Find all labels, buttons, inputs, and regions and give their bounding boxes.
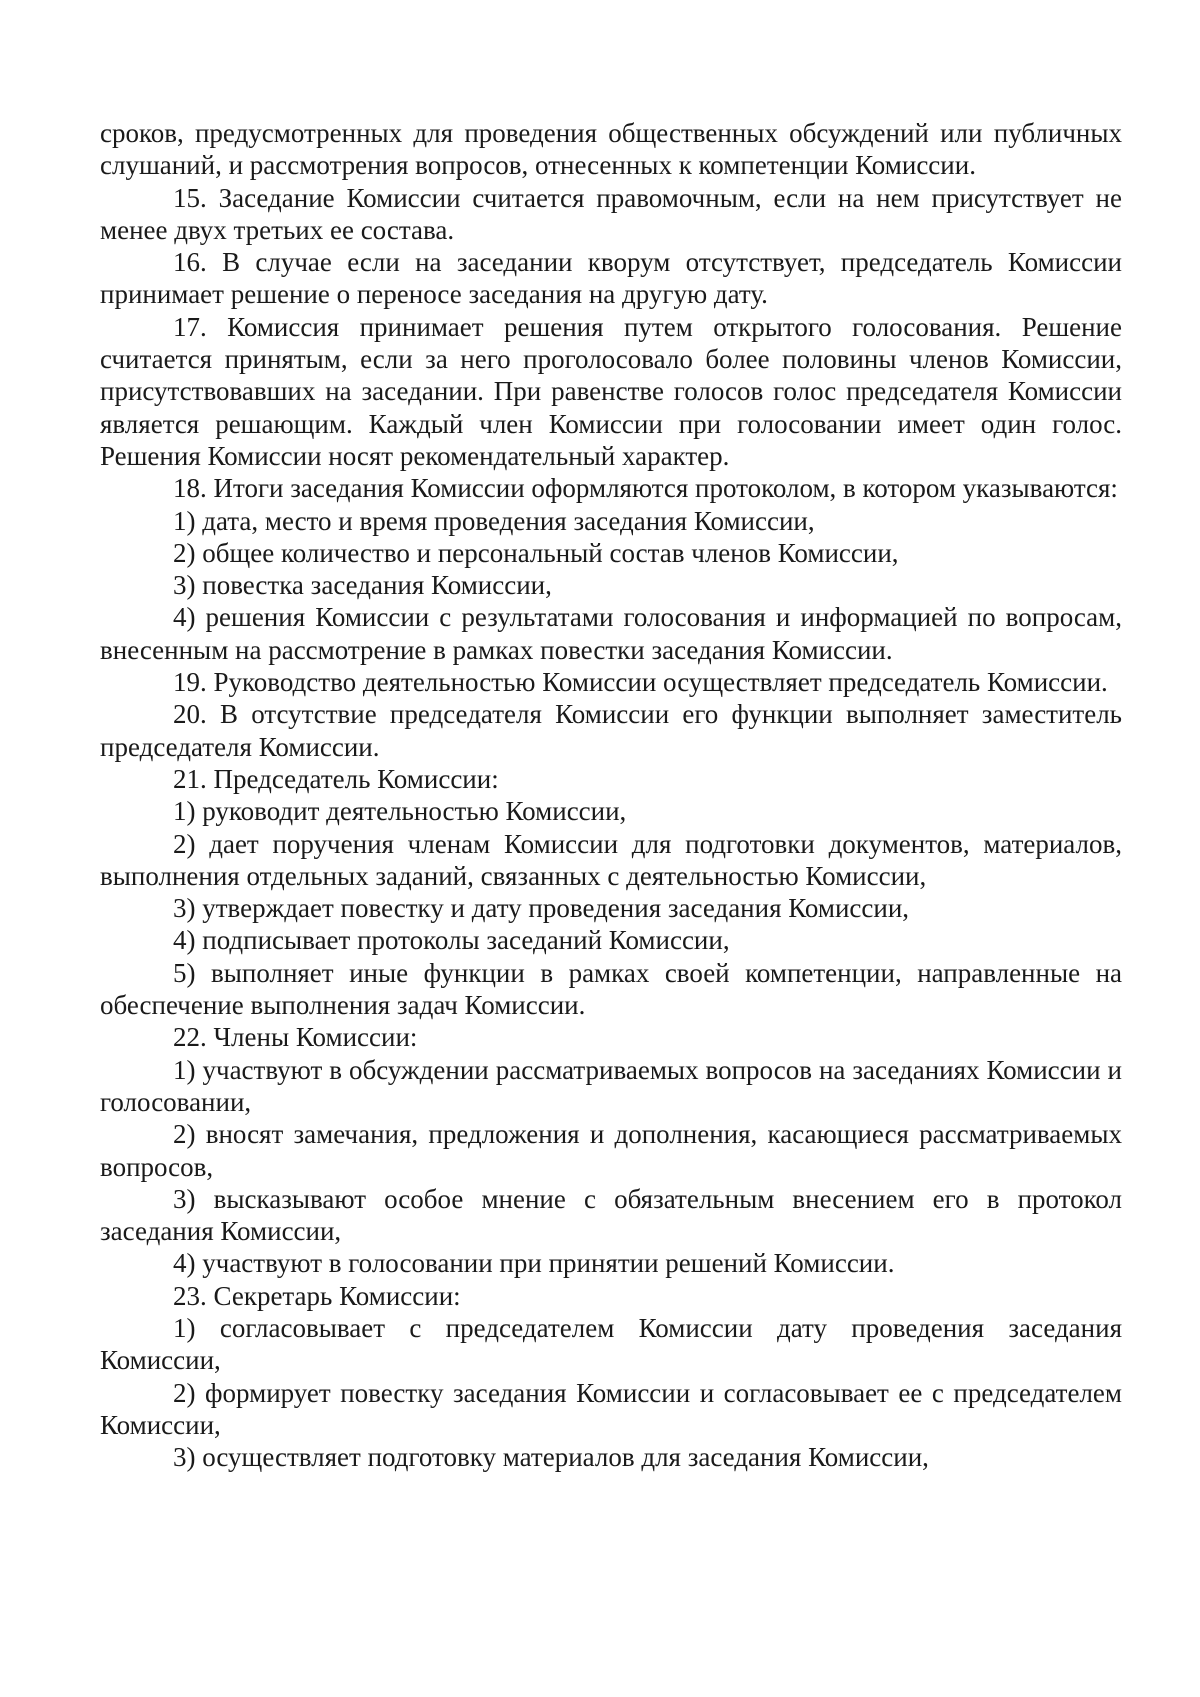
paragraph: 2) вносят замечания, предложения и дополнения, касающиеся рассматриваемых вопросов, xyxy=(100,1119,1122,1182)
paragraph: 17. Комиссия принимает решения путем открытого голосования. Решение считается принятым, если за него проголосовало более половины членов Комиссии, присутствовавших на заседании. При равенстве голосов голос председателя Комиссии является решающим. Каждый член Комиссии при голосовании имеет один голос. Решения Комиссии носят рекомендательный характер. xyxy=(100,311,1122,471)
paragraph: 19. Руководство деятельностью Комиссии осуществляет председатель Комиссии. xyxy=(173,667,1108,698)
continued-paragraph: сроков, предусмотренных для проведения общественных обсуждений или публичных слушаний, и рассмотрения вопросов, отнесенных к компетенции Комиссии. xyxy=(100,118,1122,181)
paragraph: 15. Заседание Комиссии считается правомочным, если на нем присутствует не менее двух третьих ее состава. xyxy=(100,182,1122,245)
document-body xyxy=(100,117,1122,1473)
paragraph: 1) согласовывает с председателем Комиссии дату проведения заседания Комиссии, xyxy=(100,1312,1122,1376)
paragraph: 3) утверждает повестку и дату проведения заседания Комиссии, xyxy=(173,893,910,924)
paragraph: 3) высказывают особое мнение с обязательным внесением его в протокол заседания Комиссии, xyxy=(100,1183,1122,1247)
paragraph: 2) общее количество и персональный состав членов Комиссии, xyxy=(173,537,899,568)
paragraph: 20. В отсутствие председателя Комиссии его функции выполняет заместитель председателя Комиссии. xyxy=(100,699,1122,762)
paragraph: 5) выполняет иные функции в рамках своей компетенции, направленные на обеспечение выполнения задач Комиссии. xyxy=(100,957,1122,1021)
paragraph: 21. Председатель Комиссии: xyxy=(173,763,499,794)
paragraph: 18. Итоги заседания Комиссии оформляются протоколом, в котором указываются: xyxy=(173,473,1118,504)
paragraph: 1) дата, место и время проведения заседания Комиссии, xyxy=(173,505,815,536)
paragraph: 3) повестка заседания Комиссии, xyxy=(173,570,552,601)
paragraph: 4) подписывает протоколы заседаний Комиссии, xyxy=(173,925,730,956)
paragraph: 4) решения Комиссии с результатами голосования и информацией по вопросам, внесенным на рассмотрение в рамках повестки заседания Комиссии. xyxy=(100,602,1122,665)
paragraph: 1) руководит деятельностью Комиссии, xyxy=(173,796,627,827)
paragraph: 1) участвуют в обсуждении рассматриваемых вопросов на заседаниях Комиссии и голосовании, xyxy=(100,1054,1122,1117)
paragraph: 22. Члены Комиссии: xyxy=(173,1022,418,1053)
paragraph: 2) формирует повестку заседания Комиссии и согласовывает ее с председателем Комиссии, xyxy=(100,1377,1122,1440)
paragraph: 16. В случае если на заседании кворум отсутствует, председатель Комиссии принимает решение о переносе заседания на другую дату. xyxy=(100,247,1122,310)
paragraph: 2) дает поручения членам Комиссии для подготовки документов, материалов, выполнения отдельных заданий, связанных с деятельностью Комиссии, xyxy=(100,828,1122,891)
paragraph: 3) осуществляет подготовку материалов для заседания Комиссии, xyxy=(173,1442,929,1473)
paragraph: 4) участвуют в голосовании при принятии решений Комиссии. xyxy=(173,1248,895,1279)
paragraph: 23. Секретарь Комиссии: xyxy=(173,1280,461,1311)
